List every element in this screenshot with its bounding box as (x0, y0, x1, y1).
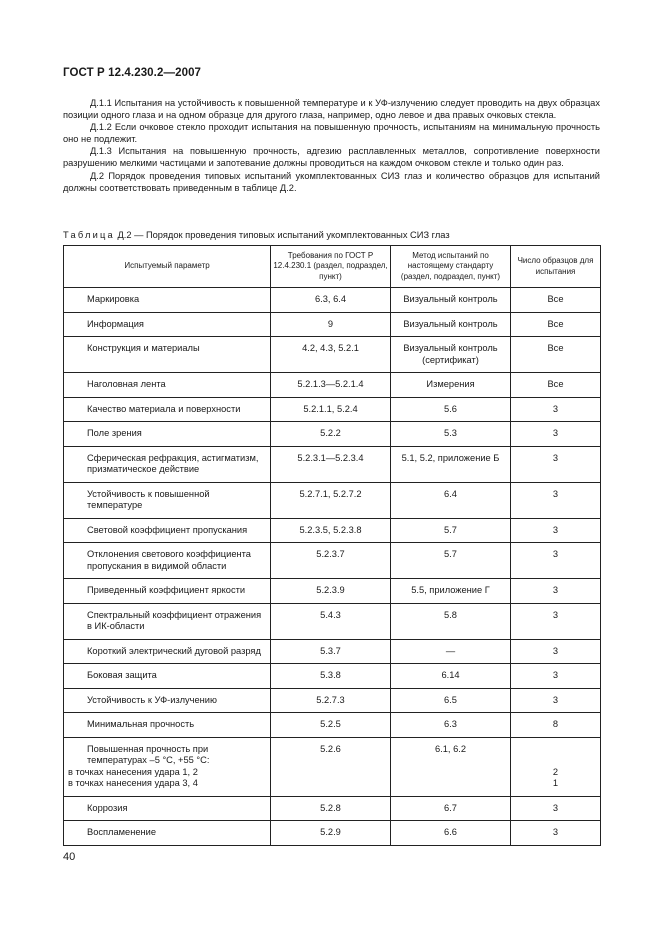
table-caption-text: Д.2 — Порядок проведения типовых испытаний укомплектованных СИЗ глаз (114, 230, 450, 240)
cell-requirements: 5.2.3.5, 5.2.3.8 (271, 518, 391, 543)
cell-sample-count: Все (511, 288, 601, 313)
cell-parameter-sub-3-4: в точках нанесения удара 3, 4 (68, 778, 198, 788)
document-header: ГОСТ Р 12.4.230.2—2007 (63, 67, 202, 79)
cell-method: 6.4 (391, 482, 511, 518)
intro-text (63, 97, 600, 194)
cell-method: 6.7 (391, 796, 511, 821)
cell-sample-count: 3 (511, 688, 601, 713)
cell-sample-count: 3 (511, 603, 601, 639)
cell-sample-count: Все (511, 337, 601, 373)
table-row (64, 664, 601, 689)
cell-method: 5.5, приложение Г (391, 579, 511, 604)
table-row (64, 579, 601, 604)
cell-parameter: Устойчивость к УФ-излучению (87, 694, 217, 705)
cell-requirements: 5.2.6 (271, 737, 391, 796)
cell-method: 5.8 (391, 603, 511, 639)
cell-sample-count: 3 (511, 446, 601, 482)
cell-parameter: Короткий электрический дуговой разряд (87, 645, 261, 656)
cell-sample-count: 3 (511, 543, 601, 579)
cell-method: 5.7 (391, 518, 511, 543)
cell-parameter-sub-1-2: в точках нанесения удара 1, 2 (68, 766, 198, 777)
cell-sample-count: Все (511, 312, 601, 337)
cell-method: 6.1, 6.2 (391, 737, 511, 796)
table-caption-word: Таблица (63, 230, 115, 240)
cell-parameter: Повышенная прочность при температурах –5 °С, +55 °С: (87, 743, 210, 765)
table-row (64, 288, 601, 313)
table-row (64, 713, 601, 738)
table-row (64, 446, 601, 482)
cell-sample-count: 3 (511, 639, 601, 664)
cell-requirements: 5.2.7.1, 5.2.7.2 (271, 482, 391, 518)
cell-method: 5.3 (391, 422, 511, 447)
cell-method: 5.7 (391, 543, 511, 579)
cell-requirements: 5.2.1.3—5.2.1.4 (271, 373, 391, 398)
cell-requirements: 5.2.3.7 (271, 543, 391, 579)
cell-method: 5.6 (391, 397, 511, 422)
cell-method: 5.1, 5.2, приложение Б (391, 446, 511, 482)
paragraph-d-1-3: Д.1.3 Испытания на повышенную прочность, адгезию расплавленных металлов, сопротивление поверхности разрушению мелкими частицами и запотевание должны проводиться на каждом очковом стекле и только один раз. (63, 146, 600, 169)
table-row (64, 796, 601, 821)
cell-requirements: 6.3, 6.4 (271, 288, 391, 313)
table-row (64, 737, 601, 796)
cell-parameter: Наголовная лента (87, 379, 166, 389)
cell-sample-count: 3 (511, 664, 601, 689)
table-row (64, 821, 601, 846)
cell-method: Визуальный контроль (391, 312, 511, 337)
cell-requirements: 4.2, 4.3, 5.2.1 (271, 337, 391, 373)
table-row (64, 373, 601, 398)
cell-sample-count: 3 (511, 579, 601, 604)
cell-requirements: 5.2.9 (271, 821, 391, 846)
table-row (64, 337, 601, 373)
cell-requirements: 5.2.7.3 (271, 688, 391, 713)
header-method: Метод испытаний по настоящему стандарту (раздел, подраздел, пункт) (391, 246, 511, 288)
cell-requirements: 5.3.8 (271, 664, 391, 689)
paragraph-d-2: Д.2 Порядок проведения типовых испытаний укомплектованных СИЗ глаз и количество образцов для испытаний должны соответствовать приведенным в таблице Д.2. (63, 170, 600, 193)
cell-sample-count: 3 (511, 422, 601, 447)
paragraph-d-1-2: Д.1.2 Если очковое стекло проходит испытания на повышенную прочность, испытаниям на минимальную прочность оно не подлежит. (63, 122, 600, 145)
page-number: 40 (63, 851, 76, 863)
cell-sample-count: 3 (511, 518, 601, 543)
cell-parameter: Конструкция и материалы (87, 343, 200, 353)
cell-parameter: Сферическая рефракция, астигматизм, призматическое действие (87, 452, 259, 474)
cell-parameter: Качество материала и поверхности (87, 403, 241, 414)
table-row (64, 422, 601, 447)
table-row (64, 688, 601, 713)
cell-method: 6.14 (391, 664, 511, 689)
cell-requirements: 5.2.5 (271, 713, 391, 738)
cell-parameter: Боковая защита (87, 670, 157, 680)
cell-method: Визуальный контроль (сертификат) (391, 337, 511, 373)
requirements-table (63, 245, 601, 846)
table-row (64, 397, 601, 422)
table-row (64, 482, 601, 518)
cell-requirements: 5.2.3.9 (271, 579, 391, 604)
cell-sample-count: 3 (511, 397, 601, 422)
cell-parameter: Спектральный коэффициент отражения в ИК-области (87, 609, 262, 631)
header-sample-count: Число образцов для испытания (511, 246, 601, 288)
cell-method: Измерения (391, 373, 511, 398)
cell-requirements: 5.2.8 (271, 796, 391, 821)
cell-sample-count: 3 (511, 796, 601, 821)
cell-method: 6.3 (391, 713, 511, 738)
cell-parameter: Минимальная прочность (87, 719, 195, 729)
cell-sample-count: 3 (511, 482, 601, 518)
cell-parameter: Поле зрения (87, 428, 142, 438)
cell-requirements: 5.2.1.1, 5.2.4 (271, 397, 391, 422)
cell-parameter: Маркировка (87, 294, 140, 304)
cell-parameter: Воспламенение (87, 827, 157, 837)
cell-parameter: Коррозия (87, 802, 128, 813)
cell-requirements: 5.2.3.1—5.2.3.4 (271, 446, 391, 482)
table-row (64, 603, 601, 639)
table-caption (63, 230, 450, 240)
cell-parameter: Информация (87, 318, 144, 329)
cell-requirements: 5.4.3 (271, 603, 391, 639)
table-row (64, 639, 601, 664)
cell-requirements: 5.3.7 (271, 639, 391, 664)
cell-requirements: 9 (271, 312, 391, 337)
paragraph-d-1-1: Д.1.1 Испытания на устойчивость к повышенной температуре и к УФ-излучению следует проводить на двух образцах позиции одного глаза и на одном образце для другого глаза, например, одно левое и два правых очковых стекла. (63, 98, 600, 121)
cell-method: 6.5 (391, 688, 511, 713)
table-row (64, 543, 601, 579)
cell-sample-count-3-4: 1 (552, 778, 559, 788)
cell-sample-count: 3 (511, 821, 601, 846)
table-row (64, 312, 601, 337)
table-header-row (64, 246, 601, 288)
header-parameter: Испытуемый параметр (64, 246, 271, 288)
table-row (64, 518, 601, 543)
cell-method: 6.6 (391, 821, 511, 846)
cell-sample-count: Все (511, 373, 601, 398)
header-requirements: Требования по ГОСТ Р 12.4.230.1 (раздел, подраздел, пункт) (271, 246, 391, 288)
cell-method: — (391, 639, 511, 664)
cell-parameter: Устойчивость к повышенной температуре (87, 488, 210, 510)
cell-parameter: Приведенный коэффициент яркости (87, 585, 246, 595)
cell-sample-count: 8 (511, 713, 601, 738)
cell-sample-count-1-2: 2 (552, 766, 559, 777)
cell-requirements: 5.2.2 (271, 422, 391, 447)
cell-method: Визуальный контроль (391, 288, 511, 313)
cell-parameter: Световой коэффициент пропускания (87, 524, 248, 535)
cell-parameter: Отклонения светового коэффициента пропускания в видимой области (87, 549, 251, 571)
